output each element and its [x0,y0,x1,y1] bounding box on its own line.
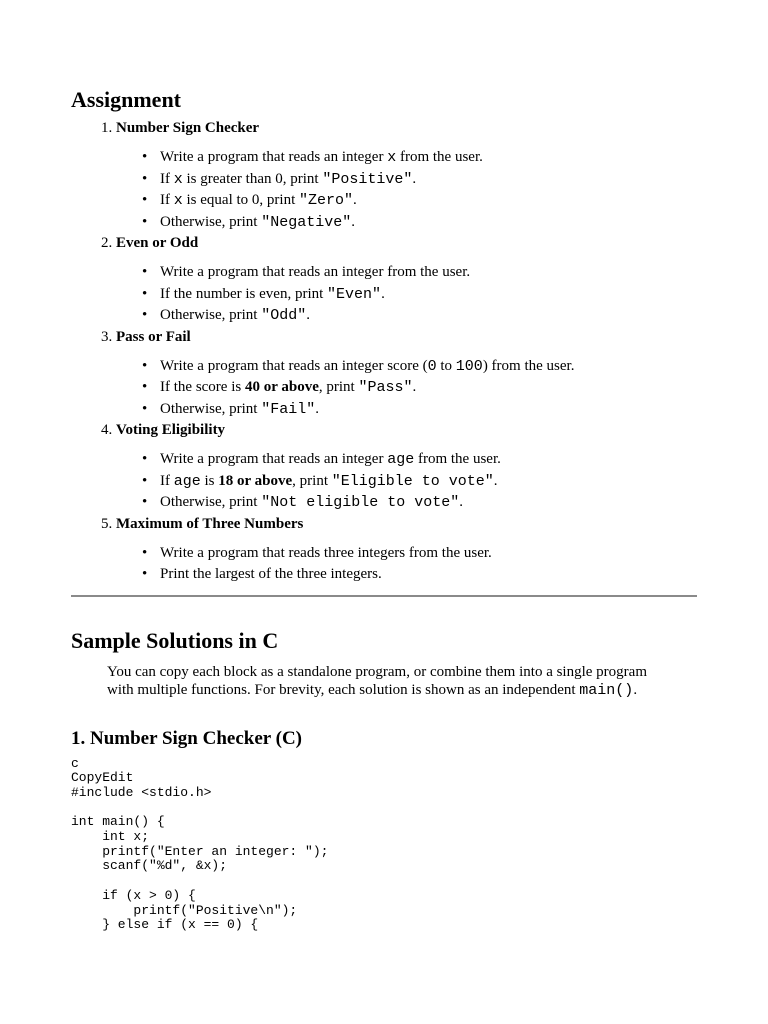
task-item [116,118,697,233]
text: If [160,170,174,187]
inline-code: "Positive" [322,170,413,188]
text: from the user. [414,451,501,467]
text: If [160,192,174,208]
bullet-item [160,147,697,169]
text: . [381,285,385,302]
text: . [315,400,319,417]
task-item [116,514,697,586]
inline-code: 100 [455,357,483,375]
solutions-intro [107,663,667,700]
intro-code: main() [579,681,634,699]
inline-code: "Zero" [299,192,354,209]
bullet-item [160,169,697,191]
assignment-heading: Assignment [71,87,182,112]
bold-text: 40 or above [244,379,319,395]
intro-end: . [633,681,638,698]
text: Otherwise, print [160,400,262,417]
text: is greater than 0, print [182,170,323,187]
inline-code: "Odd" [261,307,307,324]
inline-code: "Not eligible to vote" [261,494,460,511]
text: , print [292,472,332,489]
solution-1-heading: 1. Number Sign Checker (C) [71,727,302,749]
task-title: Maximum of Three Numbers [116,515,304,532]
text: Write a program that reads three integers from the user. [160,544,492,561]
document-page [71,86,697,933]
bullet-item [160,564,697,586]
text: ) from the user. [482,357,575,374]
text: Write a program that reads an integer score ( [160,357,428,374]
text: Print the largest of the three integers. [160,566,382,582]
inline-code: "Fail" [261,400,316,418]
section-divider [71,595,697,597]
text: , print [318,379,359,395]
bullet-item [160,471,697,493]
text: . [459,494,464,510]
inline-code: x [173,192,183,209]
bullet-item [160,449,697,471]
inline-code: "Negative" [261,213,352,231]
task-bullets [116,147,697,233]
task-bullets [116,262,697,327]
text: . [353,192,357,208]
text: is [200,472,219,489]
inline-code: x [173,170,183,188]
task-list [71,118,697,586]
task-item [116,420,697,514]
solutions-heading: Sample Solutions in C [71,627,279,653]
text: Otherwise, print [160,213,262,230]
bold-text: 18 or above [218,472,293,489]
text: to [436,357,456,374]
text: is equal to 0, print [182,192,300,208]
bullet-item [160,262,697,284]
text: . [412,170,417,187]
bullet-item [160,399,697,421]
text: If [160,472,174,489]
text: Otherwise, print [160,494,262,510]
task-item [116,233,697,327]
inline-code: "Pass" [358,379,413,396]
text: . [306,307,310,323]
task-title: Even or Odd [116,235,199,251]
task-bullets [116,356,697,421]
task-title: Number Sign Checker [116,120,260,136]
task-item [116,327,697,421]
bullet-item [160,543,697,565]
text: . [351,213,355,230]
text: If the number is even, print [160,285,328,302]
bullet-item [160,305,697,327]
task-bullets [116,449,697,514]
intro-text: You can copy each block as a standalone program, or combine them into a single program with multiple functions. For brevity, each solution is shown as an independent [107,663,647,698]
bullet-item [160,492,697,514]
bullet-item [160,377,697,399]
inline-code: "Eligible to vote" [331,472,494,490]
bullet-item [160,284,697,306]
inline-code: "Even" [327,285,382,303]
bullet-item [160,356,697,378]
inline-code: age [387,451,415,468]
text: . [412,379,417,395]
bullet-item [160,190,697,212]
code-block[interactable]: c CopyEdit #include <stdio.h> int main() { int x; printf("Enter an integer: "); scanf("%d", &x); if (x > 0) { printf("Positive\n"); } else if (x == 0) { [71,755,329,933]
text: Otherwise, print [160,307,262,323]
text: from the user. [396,149,483,165]
text: Write a program that reads an integer [160,149,388,165]
text: . [493,472,498,489]
inline-code: age [173,472,201,490]
text: Write a program that reads an integer [160,451,388,467]
text: Write a program that reads an integer from the user. [160,264,471,280]
inline-code: 0 [427,357,437,375]
inline-code: x [387,149,397,166]
task-title: Pass or Fail [116,328,191,345]
bullet-item [160,212,697,234]
text: If the score is [160,379,245,395]
task-bullets [116,543,697,586]
task-title: Voting Eligibility [116,422,226,438]
